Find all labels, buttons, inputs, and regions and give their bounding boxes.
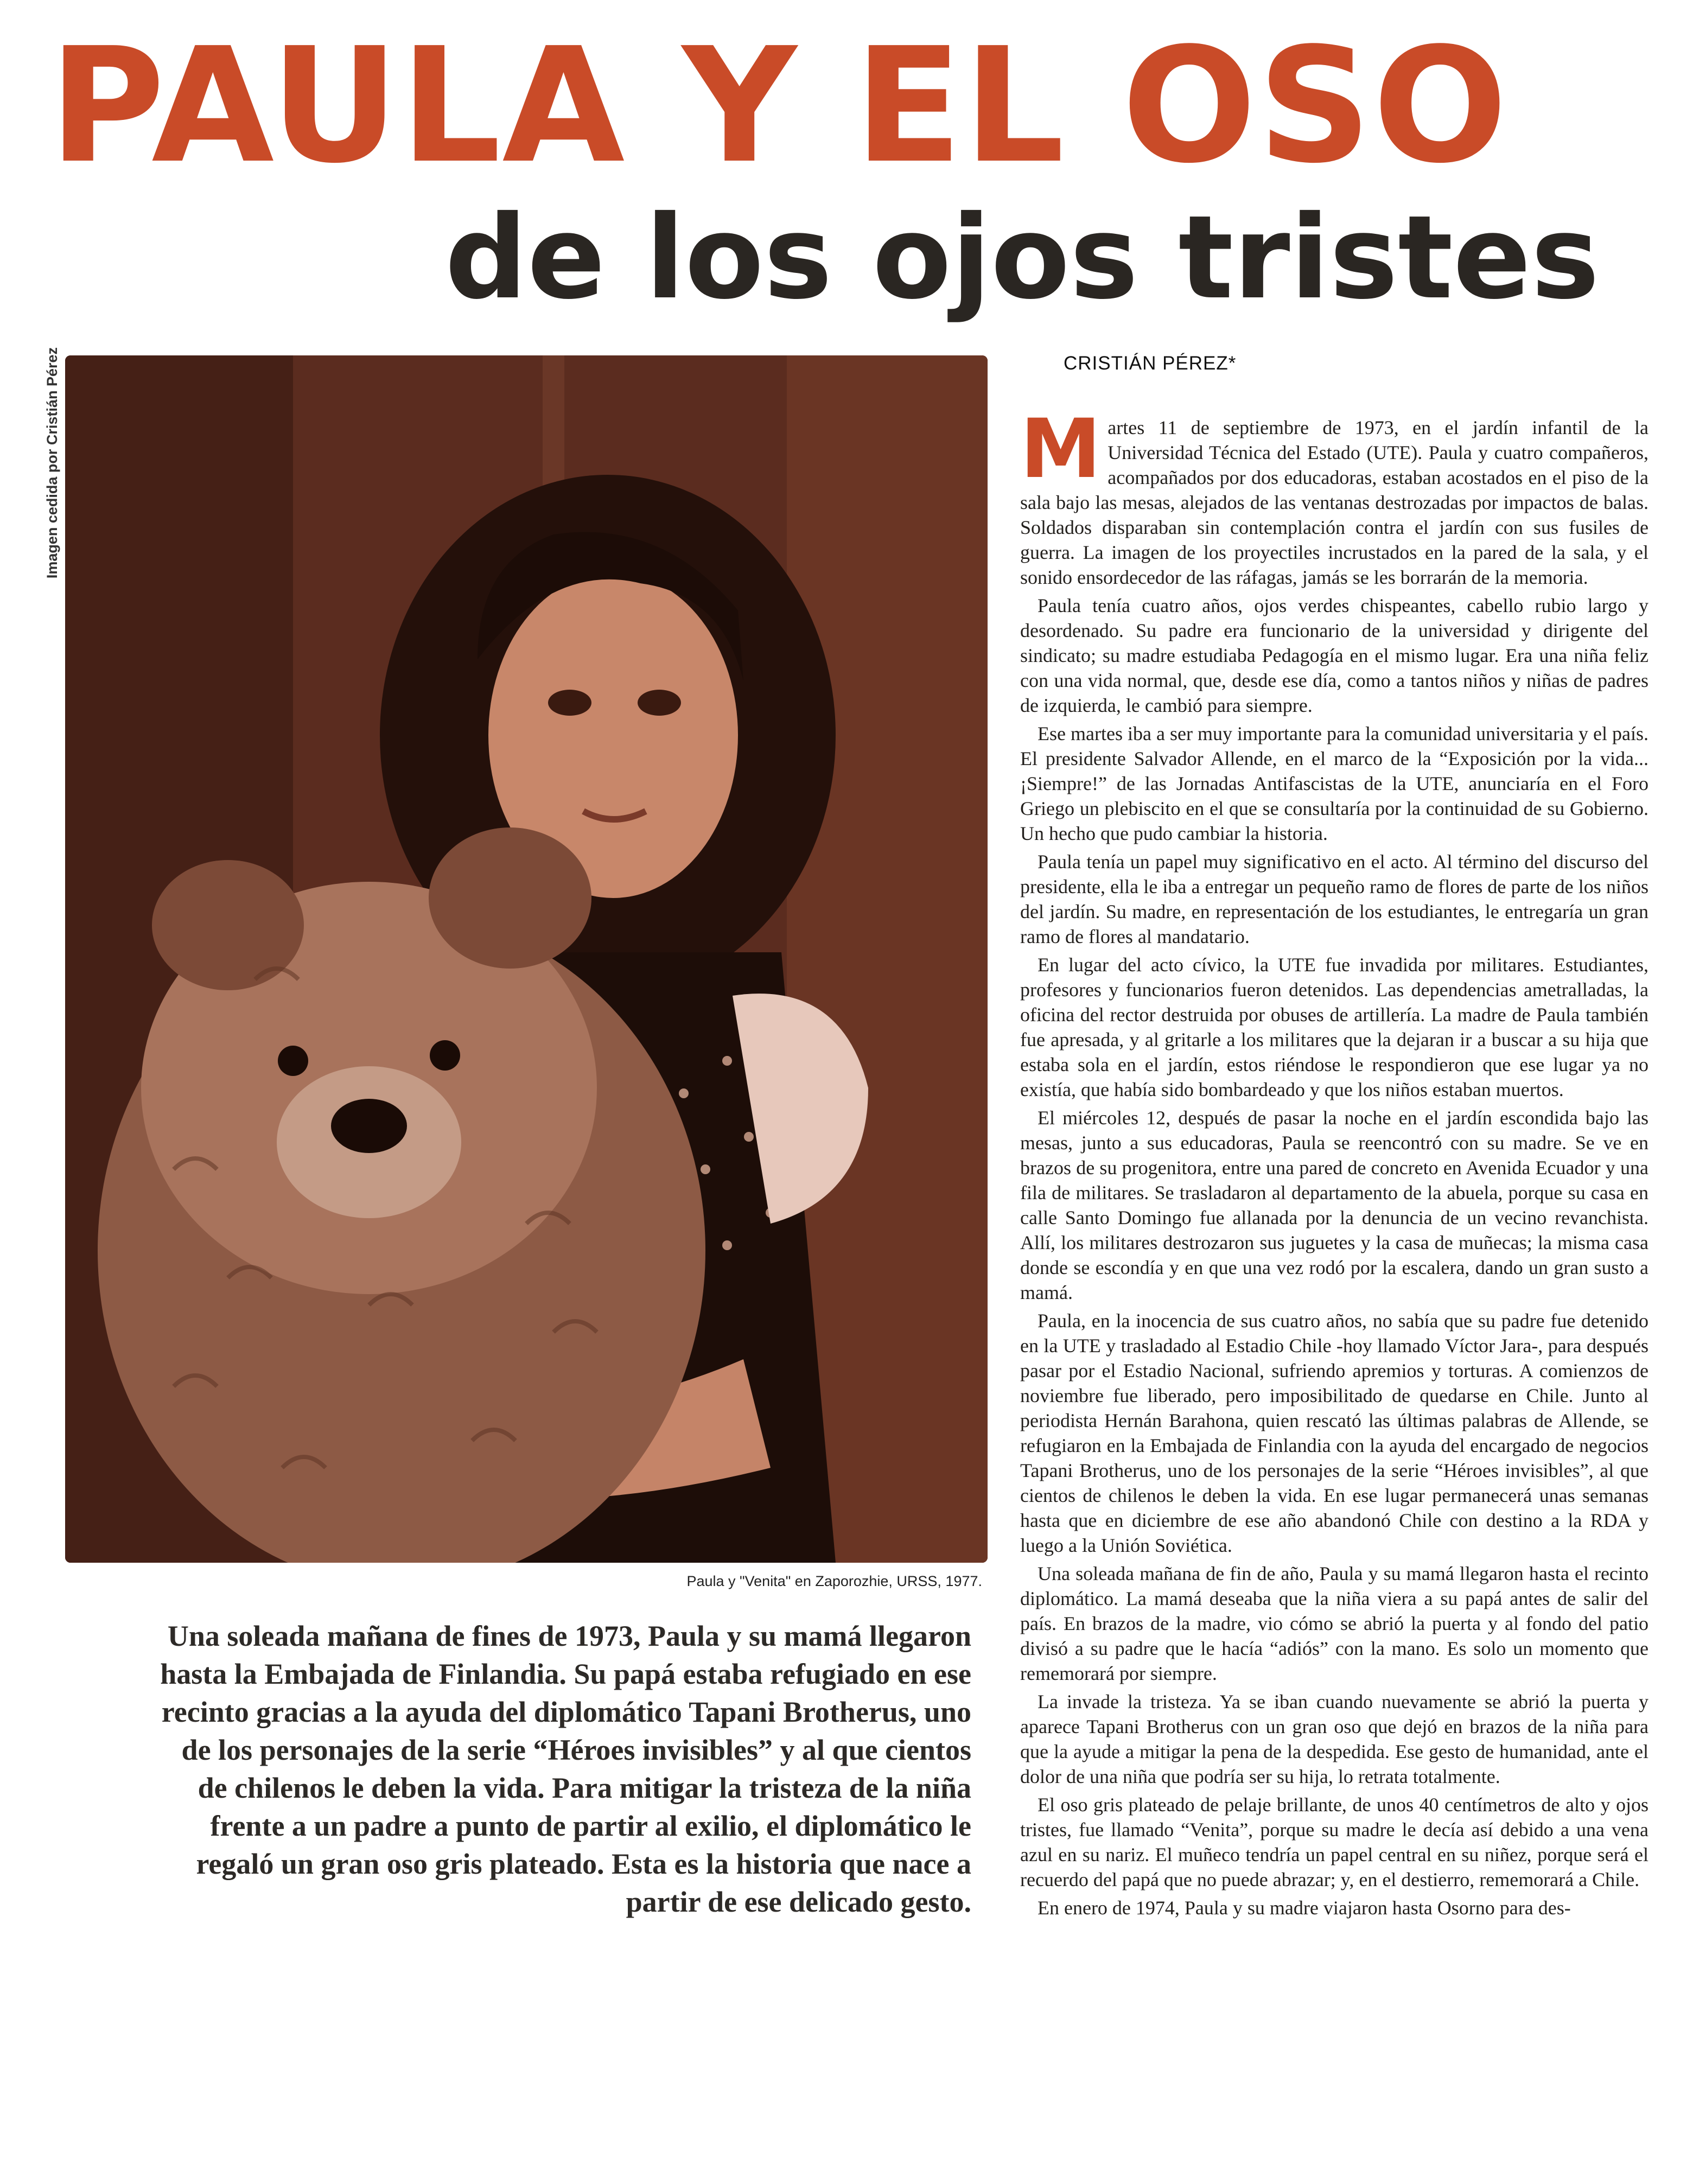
photo-caption: Paula y "Venita" en Zaporozhie, URSS, 1977. <box>686 1573 982 1589</box>
first-paragraph-text: artes 11 de septiembre de 1973, en el jardín infantil de la Universidad Técnica del Estado (UTE). Paula y cuatro compañeros, acompañados por dos educadoras, estaban acostados en el piso de la sala bajo las mesas, alejados de las ventanas destrozadas por impactos de balas. Soldados disparaban sin contemplación contra el jardín con sus fusiles de guerra. La imagen de los proyectiles incrustados en la pared de la sala, y el sonido ensordecedor de las ráfagas, jamás se les borrarán de la memoria. <box>1020 417 1649 588</box>
article-body <box>1020 415 1649 2179</box>
lede-paragraph: Una soleada mañana de fines de 1973, Paula y su mamá llegaron hasta la Embajada de Finlandia. Su papá estaba refugiado en ese recinto gracias a la ayuda del diplomático Tapani Brotherus, uno de los personajes de la serie “Héroes invisibles” y al que cientos de chilenos le deben la vida. Para mitigar la tristeza de la niña frente a un padre a punto de partir al exilio, el diplomático le regaló un gran oso gris plateado. Esta es la historia que nace a partir de ese delicado gesto. <box>160 1620 971 1918</box>
photo-illustration <box>65 355 988 1563</box>
article-paragraph: Una soleada mañana de fin de año, Paula y su mamá llegaron hasta el recinto diplomático. La mamá deseaba que la niña viera a su papá antes de salir del país. En brazos de la madre, vio cómo se abrió la puerta y al fondo del patio divisó a su padre que le hacía “adiós” con la mano. Es solo un momento que rememorará por siempre. <box>1020 1563 1649 1684</box>
article-paragraph: Paula tenía un papel muy significativo en el acto. Al término del discurso del presidente, ella le iba a entregar un pequeño ramo de flores de parte de los niños del jardín. Su madre, en representación de los estudiantes, le entregaría un gran ramo de flores al mandatario. <box>1020 851 1649 947</box>
article-paragraph: La invade la tristeza. Ya se iban cuando nuevamente se abrió la puerta y aparece Tapani Brotherus con un gran oso que dejó en brazos de la niña para que la ayude a mitigar la pena de la despedida. Ese gesto de humanidad, ante el dolor de una niña que podría ser su hija, lo retrata totalmente. <box>1020 1691 1649 1787</box>
article-paragraph: En lugar del acto cívico, la UTE fue invadida por militares. Estudiantes, profesores y funcionarios fueron detenidos. Las dependencias ametralladas, la oficina del rector destruida por obuses de artillería. La madre de Paula también fue apresada, y al gritarle a los militares que la dejaran ir a buscar a su hija que estaba sola en el jardín, estos riéndose le respondieron que ese lugar ya no existía, que había sido bombardeado y que los niños estaban muertos. <box>1020 954 1649 1100</box>
article-photo <box>65 355 988 1563</box>
article-paragraph <box>1020 415 1649 590</box>
headline-subtitle: de los ojos tristes <box>445 190 1600 324</box>
drop-cap: M <box>1020 415 1102 496</box>
article-paragraph: El miércoles 12, después de pasar la noche en el jardín escondida bajo las mesas, junto a sus educadoras, Paula se reencontró con su madre. Se ve en brazos de su progenitora, entre una pared de concreto en Avenida Ecuador y una fila de militares. Se trasladaron al departamento de la abuela, porque su casa en calle Santo Domingo fue allanada por la denuncia de un vecino revanchista. Allí, los militares destrozaron sus juguetes y la casa de muñecas; la misma casa donde se escondía y en que una vez rodó por la escalera, dando un gran susto a mamá. <box>1020 1107 1649 1303</box>
article-paragraph: Ese martes iba a ser muy importante para la comunidad universitaria y el país. El presidente Salvador Allende, en el marco de la “Exposición por la vida... ¡Siempre!” de las Jornadas Antifascistas de la UTE, anunciaría en el Foro Griego un plebiscito en el que se consultaría por la continuidad de su Gobierno. Un hecho que pudo cambiar la historia. <box>1020 723 1649 844</box>
article-paragraph: Paula, en la inocencia de sus cuatro años, no sabía que su padre fue detenido en la UTE y trasladado al Estadio Chile -hoy llamado Víctor Jara-, para después pasar por el Estadio Nacional, sufriendo apremios y torturas. A comienzos de noviembre fue liberado, pero imposibilitado de quedarse en Chile. Junto al periodista Hernán Barahona, quien rescató las últimas palabras de Allende, se refugiaron en la Embajada de Finlandia con la ayuda del encargado de negocios Tapani Brotherus, uno de los personajes de la serie “Héroes invisibles”, al que cientos de chilenos le deben la vida. En ese lugar permanecerá unas semanas hasta que en diciembre de ese año abandonó Chile con destino a la RDA y luego a la Unión Soviética. <box>1020 1310 1649 1556</box>
headline: PAULA Y EL OSO <box>49 14 1509 198</box>
article-paragraph: En enero de 1974, Paula y su madre viajaron hasta Osorno para des- <box>1038 1897 1571 1919</box>
author-byline: CRISTIÁN PÉREZ* <box>1064 353 1237 374</box>
article-paragraph: El oso gris plateado de pelaje brillante, de unos 40 centímetros de alto y ojos tristes, fue llamado “Venita”, porque su madre le decía así debido a una vena azul en su nariz. El muñeco tendría un papel central en su niñez, porque será el recuerdo del papá que no puede abrazar; y, en el destierro, rememorará a Chile. <box>1020 1794 1649 1890</box>
photo-credit: Imagen cedida por Cristián Pérez <box>44 347 60 579</box>
article-paragraph: Paula tenía cuatro años, ojos verdes chispeantes, cabello rubio largo y desordenado. Su padre era funcionario de la universidad y dirigente del sindicato; su madre estudiaba Pedagogía en el mismo lugar. Era una niña feliz con una vida normal, que, desde ese día, como a tantos niños y niñas de padres de izquierda, le cambió para siempre. <box>1020 595 1649 716</box>
